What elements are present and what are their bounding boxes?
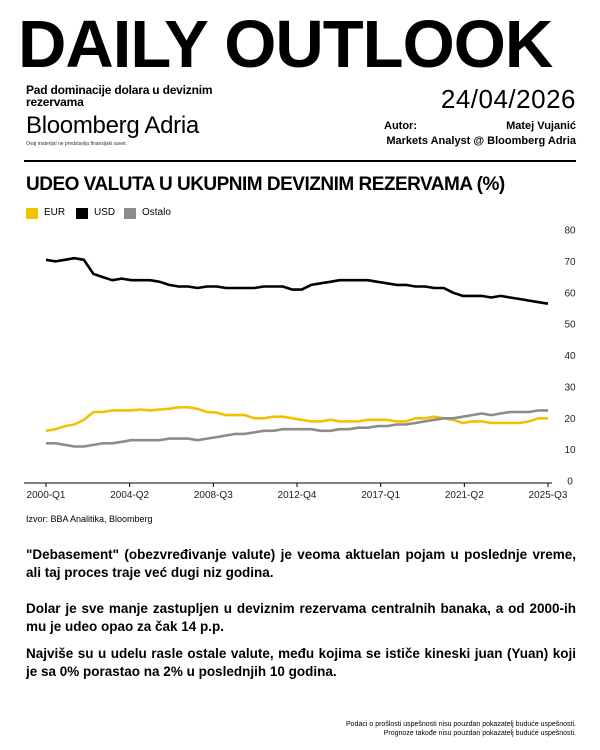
x-tick-label: 2008-Q3 — [193, 490, 233, 501]
y-tick-label: 40 — [564, 351, 576, 362]
y-tick-label: 30 — [564, 382, 576, 394]
y-tick-label: 50 — [564, 319, 576, 331]
author-name: Matej Vujanić — [506, 120, 576, 132]
currency-share-chart — [0, 195, 600, 510]
series-line-usd — [46, 258, 548, 304]
y-tick-label: 70 — [564, 256, 576, 268]
y-tick-label: 10 — [564, 445, 576, 457]
series-line-ostalo — [46, 410, 548, 446]
x-tick-label: 2004-Q2 — [110, 490, 150, 501]
y-tick-label: 20 — [564, 413, 576, 425]
paragraph-other-currencies: Najviše su u udelu rasle ostale valute, među kojima se ističe kineski juan (Yuan) koji je sa 0% porastao na 2% u poslednjih 10 godina. — [26, 646, 576, 679]
page-title: DAILY OUTLOOK — [18, 7, 553, 82]
footnote-past-performance: Podaci o prošlosti uspešnosti nisu pouzdan pokazatelj buduće uspešnosti. — [346, 721, 576, 728]
y-tick-label: 60 — [564, 288, 576, 300]
author-label: Autor: — [384, 120, 417, 132]
report-date: 24/04/2026 — [440, 84, 576, 114]
x-tick-label: 2000-Q1 — [26, 490, 66, 501]
chart-title: UDEO VALUTA U UKUPNIM DEVIZNIM REZERVAMA (%) — [26, 174, 505, 195]
x-tick-label: 2017-Q1 — [361, 490, 401, 501]
author-role: Markets Analyst @ Bloomberg Adria — [386, 135, 576, 147]
chart-source: Izvor: BBA Analitika, Bloomberg — [26, 514, 153, 524]
series-line-eur — [46, 407, 548, 431]
x-tick-label: 2012-Q4 — [277, 490, 317, 501]
legend-label-usd: USD — [94, 207, 116, 218]
report-subtitle: Pad dominacije dolara u deviznim rezervama — [26, 83, 213, 109]
brand-logo-text: Bloomberg Adria — [26, 112, 199, 139]
paragraph-debasement: "Debasement" (obezvređivanje valute) je veoma aktuelan pojam u poslednje vreme, ali taj proces traje već dugi niz godina. — [26, 547, 576, 580]
legend-label-eur: EUR — [44, 207, 66, 218]
disclaimer-note: Ovaj materijal ne predstavlja finansijski savet. — [26, 141, 127, 147]
paragraph-dollar-share: Dolar je sve manje zastupljen u deviznim rezervama centralnih banaka, a od 2000-ih mu je udeo opao za čak 14 p.p. — [26, 601, 576, 634]
x-tick-label: 2021-Q2 — [444, 490, 484, 501]
y-tick-label: 80 — [564, 225, 576, 237]
legend-label-ostalo: Ostalo — [142, 207, 171, 218]
x-tick-label: 2025-Q3 — [528, 490, 568, 501]
footnote-forecasts: Prognoze takođe nisu pouzdan pokazatelj buduće uspešnosti. — [383, 730, 576, 737]
header-divider — [24, 160, 576, 162]
y-tick-label: 0 — [567, 476, 573, 488]
